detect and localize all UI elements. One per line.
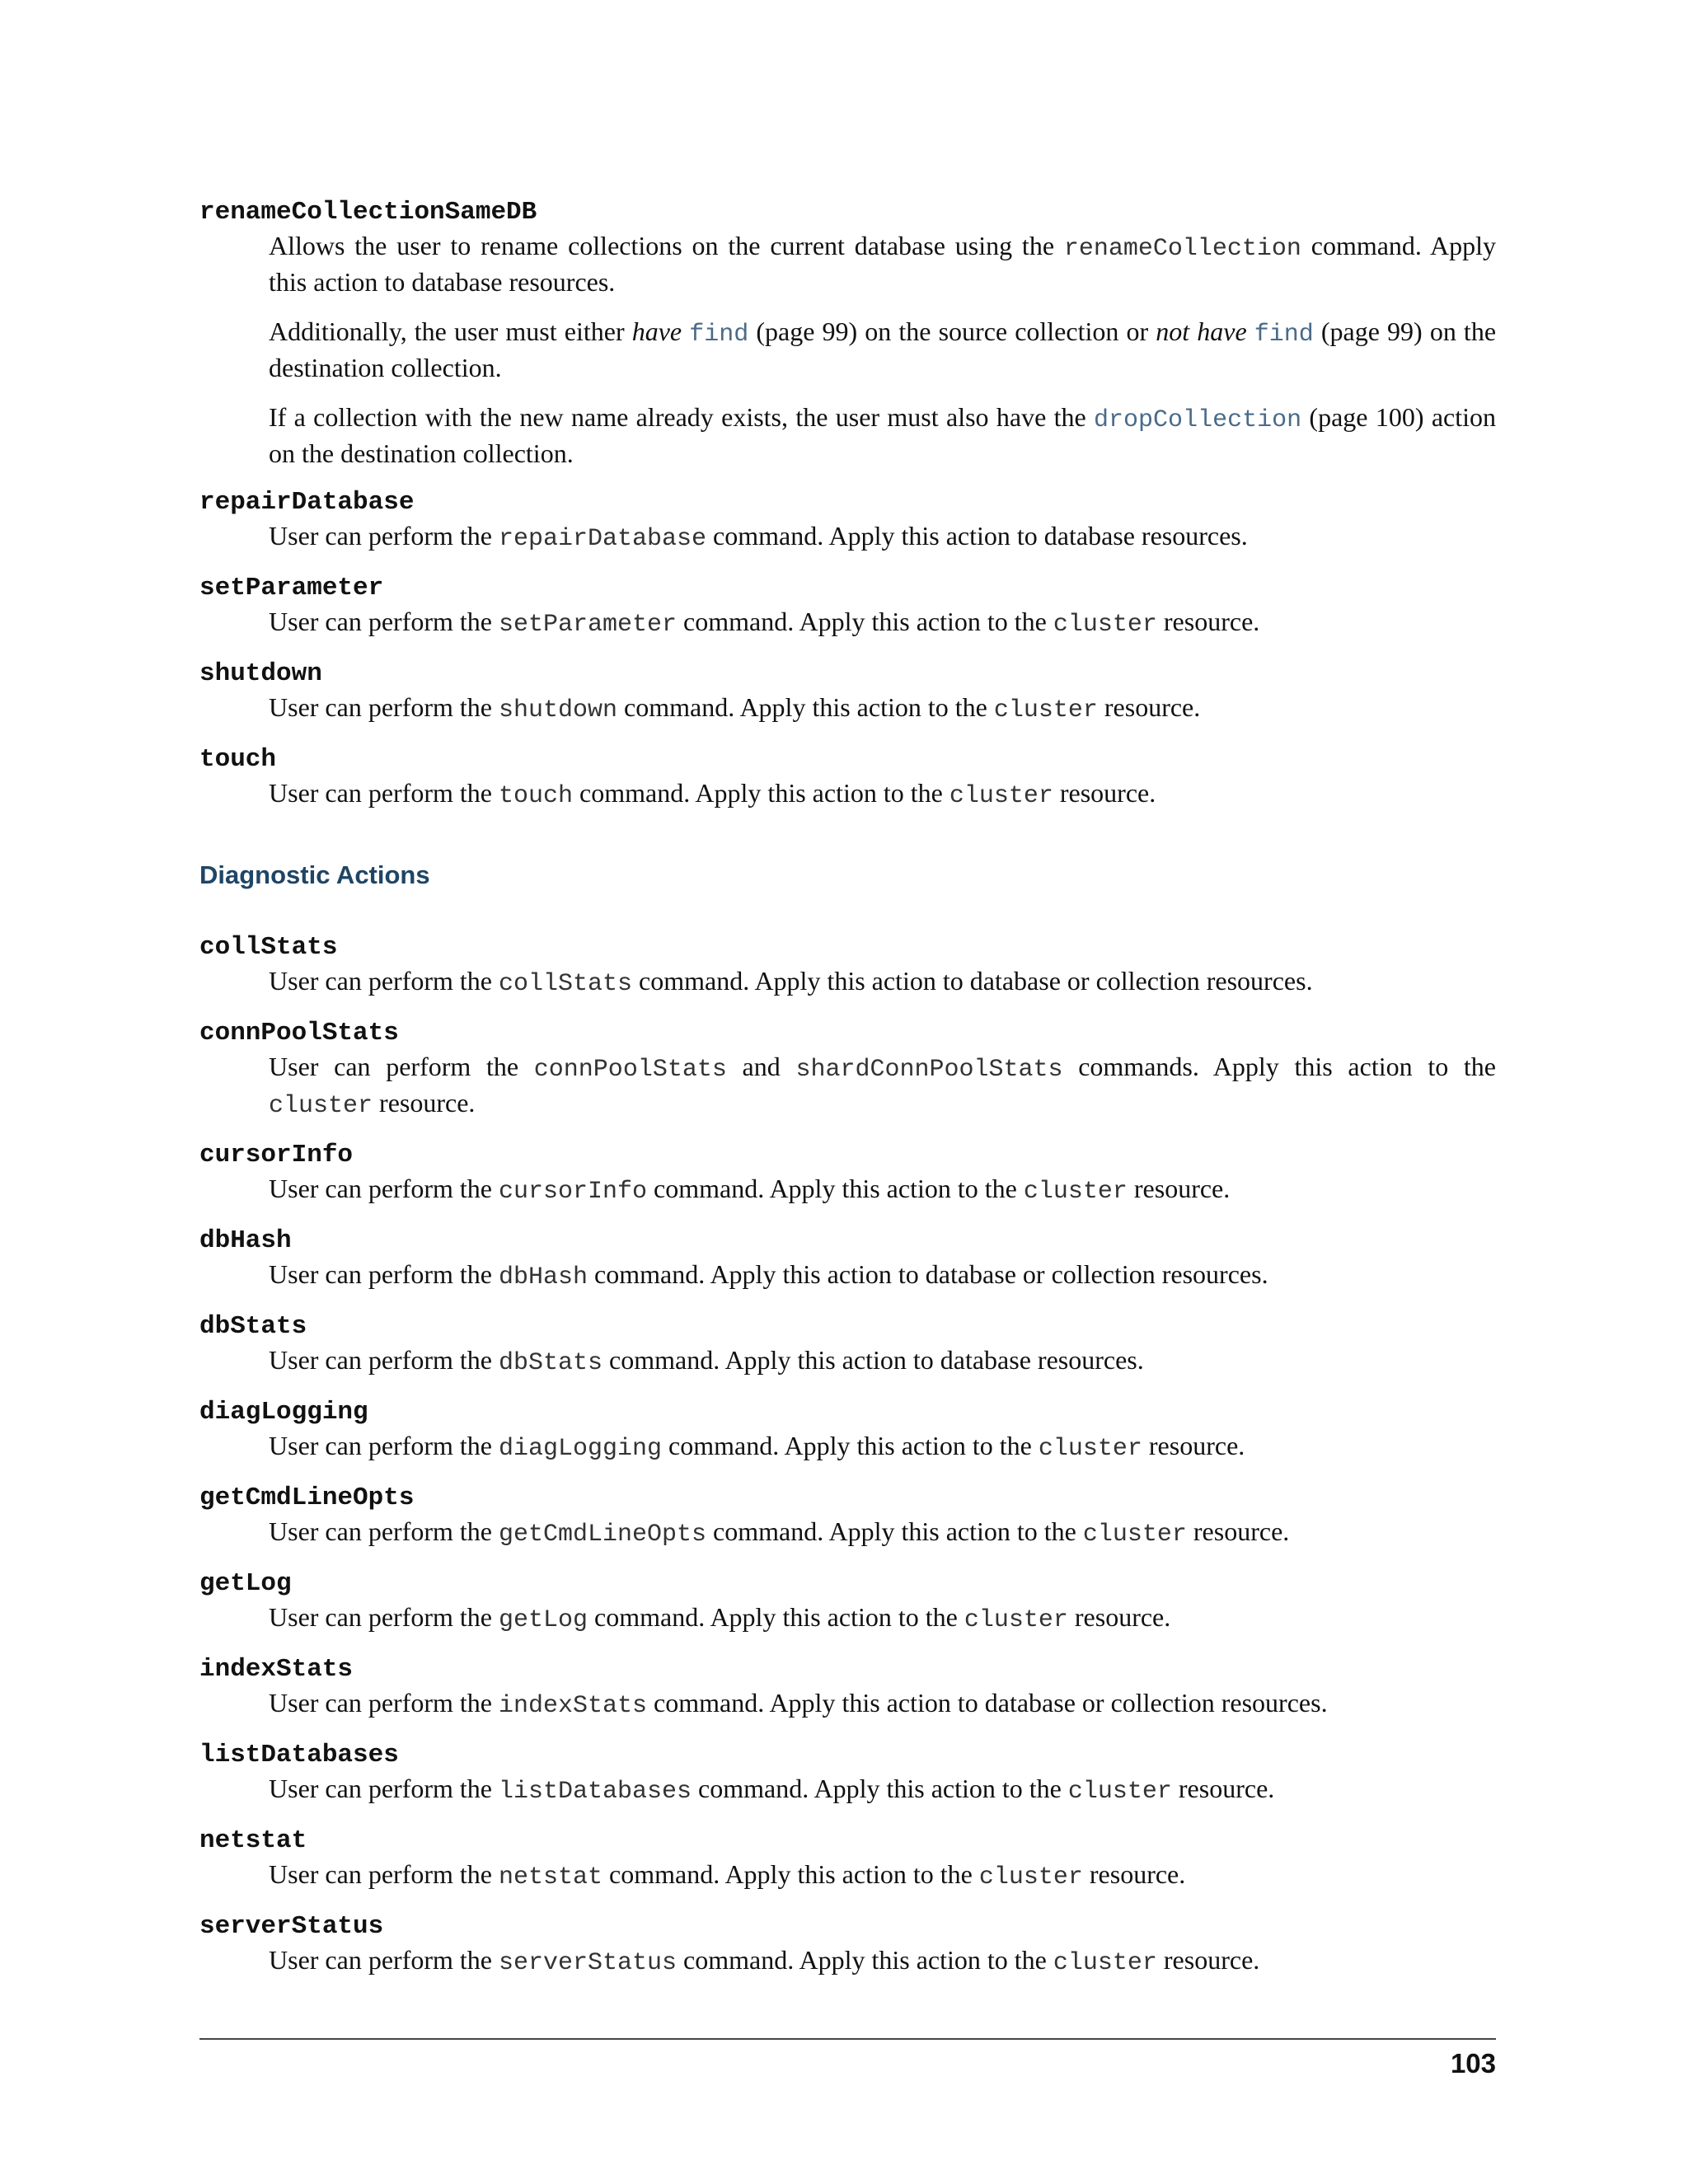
action-description [269, 605, 1496, 641]
section-heading-diagnostic-actions: Diagnostic Actions [199, 860, 430, 889]
action-description [269, 1515, 1496, 1551]
emphasis-text: not have [1156, 316, 1247, 346]
definition-entry-setParameter [199, 572, 1496, 641]
text-run: commands. Apply this action to the [1062, 1052, 1497, 1081]
inline-code: dbStats [498, 1349, 603, 1377]
action-description [269, 1172, 1496, 1208]
text-run: User can perform the [269, 1945, 499, 1975]
definition-entry-serverStatus [199, 1910, 1496, 1980]
inline-code: cluster [993, 696, 1098, 724]
text-run: User can perform the [269, 1602, 499, 1632]
action-term: cursorInfo [199, 1141, 354, 1169]
text-run: resource. [1156, 607, 1260, 636]
definition-entry-diagLogging [199, 1396, 1496, 1465]
document-body [199, 196, 1496, 1996]
text-run: User can perform the [269, 1052, 534, 1081]
action-term: netstat [199, 1826, 307, 1855]
text-run: resource. [1186, 1516, 1290, 1546]
text-run: Allows the user to rename collections on the current database using the [269, 231, 1064, 260]
action-description [269, 1943, 1496, 1980]
text-run: (page 100) action on the destination collection. [269, 402, 1497, 468]
text-run: resource. [373, 1088, 476, 1118]
definition-entry-netstat [199, 1825, 1496, 1894]
action-term: indexStats [199, 1655, 354, 1684]
action-term: repairDatabase [199, 488, 415, 517]
description-paragraph [269, 1343, 1496, 1380]
inline-code: cluster [1023, 1178, 1128, 1206]
action-term: shutdown [199, 659, 322, 688]
definition-entry-connPoolStats [199, 1017, 1496, 1122]
cross-reference-link[interactable]: dropCollection [1094, 406, 1302, 434]
inline-code: collStats [498, 970, 633, 998]
inline-code: getCmdLineOpts [498, 1521, 707, 1549]
definition-entry-touch [199, 743, 1496, 813]
text-run: resource. [1171, 1774, 1275, 1803]
text-run [682, 316, 689, 346]
action-term: getCmdLineOpts [199, 1483, 415, 1512]
emphasis-text: have [631, 316, 682, 346]
definition-entry-collStats [199, 931, 1496, 1001]
action-term: connPoolStats [199, 1019, 399, 1047]
text-run: command. Apply this action to database resources. [706, 521, 1248, 551]
text-run: command. Apply this action to the [603, 1859, 979, 1889]
text-run: command. Apply this action to the [573, 778, 950, 808]
text-run: If a collection with the new name already exists, the user must also have the [269, 402, 1095, 432]
action-term: listDatabases [199, 1741, 399, 1769]
footer-divider [199, 2038, 1496, 2040]
definition-entry-getCmdLineOpts [199, 1482, 1496, 1551]
text-run: command. Apply this action to database or collection resources. [632, 966, 1313, 996]
definition-entry-listDatabases [199, 1739, 1496, 1808]
action-term: getLog [199, 1569, 292, 1598]
text-run: command. Apply this action to the [617, 692, 994, 722]
inline-code: netstat [498, 1863, 603, 1891]
text-run: (page 99) on the source collection or [748, 316, 1156, 346]
inline-code: setParameter [498, 611, 678, 639]
action-description [269, 964, 1496, 1001]
inline-code: cluster [1053, 1949, 1157, 1977]
text-run: resource. [1156, 1945, 1260, 1975]
text-run: command. Apply this action to the [647, 1174, 1024, 1203]
text-run: User can perform the [269, 1516, 499, 1546]
action-description [269, 1258, 1496, 1294]
description-paragraph [269, 1172, 1496, 1208]
inline-code: cursorInfo [498, 1178, 648, 1206]
action-term: serverStatus [199, 1912, 384, 1941]
inline-code: repairDatabase [498, 525, 707, 553]
text-run: command. Apply this action to the [706, 1516, 1083, 1546]
action-description [269, 1686, 1496, 1722]
cross-reference-link[interactable]: find [689, 321, 749, 349]
inline-code: connPoolStats [533, 1056, 727, 1084]
text-run: command. Apply this action to database resources. [269, 231, 1496, 297]
description-paragraph [269, 1858, 1496, 1894]
text-run: command. Apply this action to the [588, 1602, 964, 1632]
description-paragraph [269, 1601, 1496, 1637]
definition-entry-shutdown [199, 658, 1496, 727]
action-description [269, 776, 1496, 813]
text-run: resource. [1127, 1174, 1231, 1203]
text-run: resource. [1097, 692, 1201, 722]
cross-reference-link[interactable]: find [1254, 321, 1314, 349]
text-run: command. Apply this action to the [677, 607, 1053, 636]
text-run: command. Apply this action to the [692, 1774, 1068, 1803]
definition-entry-repairDatabase [199, 486, 1496, 555]
action-description [269, 1343, 1496, 1380]
description-paragraph [269, 776, 1496, 813]
inline-code: getLog [498, 1606, 588, 1634]
text-run: (page 99) on the destination collection. [269, 316, 1497, 382]
text-run: User can perform the [269, 1174, 499, 1203]
description-paragraph [269, 1772, 1496, 1808]
text-run: User can perform the [269, 1774, 499, 1803]
inline-code: cluster [964, 1606, 1068, 1634]
description-paragraph [269, 605, 1496, 641]
action-description [269, 691, 1496, 727]
text-run: User can perform the [269, 1859, 499, 1889]
definition-entry-dbHash [199, 1225, 1496, 1294]
inline-code: dbHash [498, 1263, 588, 1291]
description-paragraph [269, 1429, 1496, 1465]
text-run: User can perform the [269, 607, 499, 636]
definition-entry-cursorInfo [199, 1139, 1496, 1208]
description-paragraph [269, 691, 1496, 727]
description-paragraph [269, 315, 1496, 384]
text-run: User can perform the [269, 1431, 499, 1460]
definition-entry-indexStats [199, 1653, 1496, 1722]
action-term: dbStats [199, 1312, 307, 1341]
text-run: command. Apply this action to the [677, 1945, 1053, 1975]
diagnostic-actions-list [199, 931, 1496, 1980]
action-term: setParameter [199, 574, 384, 602]
action-term: renameCollectionSameDB [199, 198, 537, 227]
text-run [1247, 316, 1254, 346]
text-run: resource. [1142, 1431, 1245, 1460]
inline-code: cluster [1082, 1521, 1187, 1549]
inline-code: cluster [1038, 1435, 1142, 1463]
inline-code: renameCollection [1063, 235, 1301, 263]
inline-code: shutdown [498, 696, 618, 724]
action-term: collStats [199, 933, 338, 962]
inline-code: shardConnPoolStats [795, 1056, 1063, 1084]
definition-entry-dbStats [199, 1310, 1496, 1380]
description-paragraph [269, 401, 1496, 470]
text-run: User can perform the [269, 521, 499, 551]
action-term: dbHash [199, 1226, 292, 1255]
text-run: command. Apply this action to database resources. [603, 1345, 1144, 1375]
text-run: command. Apply this action to database or collection resources. [588, 1259, 1268, 1289]
text-run: User can perform the [269, 692, 499, 722]
action-term: diagLogging [199, 1398, 368, 1427]
inline-code: cluster [1067, 1778, 1172, 1806]
text-run: command. Apply this action to the [662, 1431, 1039, 1460]
text-run: command. Apply this action to database or collection resources. [647, 1688, 1328, 1718]
action-description [269, 1050, 1496, 1122]
description-paragraph [269, 1258, 1496, 1294]
action-description [269, 1601, 1496, 1637]
inline-code: serverStatus [498, 1949, 678, 1977]
text-run: Additionally, the user must either [269, 316, 632, 346]
action-description [269, 1429, 1496, 1465]
description-paragraph [269, 1515, 1496, 1551]
action-term: touch [199, 745, 277, 774]
inline-code: cluster [1053, 611, 1157, 639]
action-description [269, 1772, 1496, 1808]
text-run: resource. [1067, 1602, 1171, 1632]
definition-entry-renameCollectionSameDB [199, 196, 1496, 470]
definition-entry-getLog [199, 1568, 1496, 1637]
description-paragraph [269, 229, 1496, 298]
text-run: resource. [1053, 778, 1156, 808]
action-description [269, 519, 1496, 555]
description-paragraph [269, 964, 1496, 1001]
inline-code: listDatabases [498, 1778, 692, 1806]
inline-code: indexStats [498, 1692, 648, 1720]
inline-code: cluster [949, 782, 1053, 810]
description-paragraph [269, 1050, 1496, 1122]
action-description [269, 229, 1496, 470]
inline-code: diagLogging [498, 1435, 663, 1463]
description-paragraph [269, 1943, 1496, 1980]
description-paragraph [269, 1686, 1496, 1722]
text-run: User can perform the [269, 1259, 499, 1289]
inline-code: cluster [269, 1092, 373, 1120]
text-run: resource. [1082, 1859, 1186, 1889]
text-run: User can perform the [269, 778, 499, 808]
text-run: User can perform the [269, 1688, 499, 1718]
text-run: and [726, 1052, 796, 1081]
page-number: 103 [1450, 2048, 1496, 2079]
inline-code: cluster [978, 1863, 1083, 1891]
action-list-section [199, 196, 1496, 813]
text-run: User can perform the [269, 966, 499, 996]
text-run: User can perform the [269, 1345, 499, 1375]
inline-code: touch [498, 782, 573, 810]
description-paragraph [269, 519, 1496, 555]
action-description [269, 1858, 1496, 1894]
